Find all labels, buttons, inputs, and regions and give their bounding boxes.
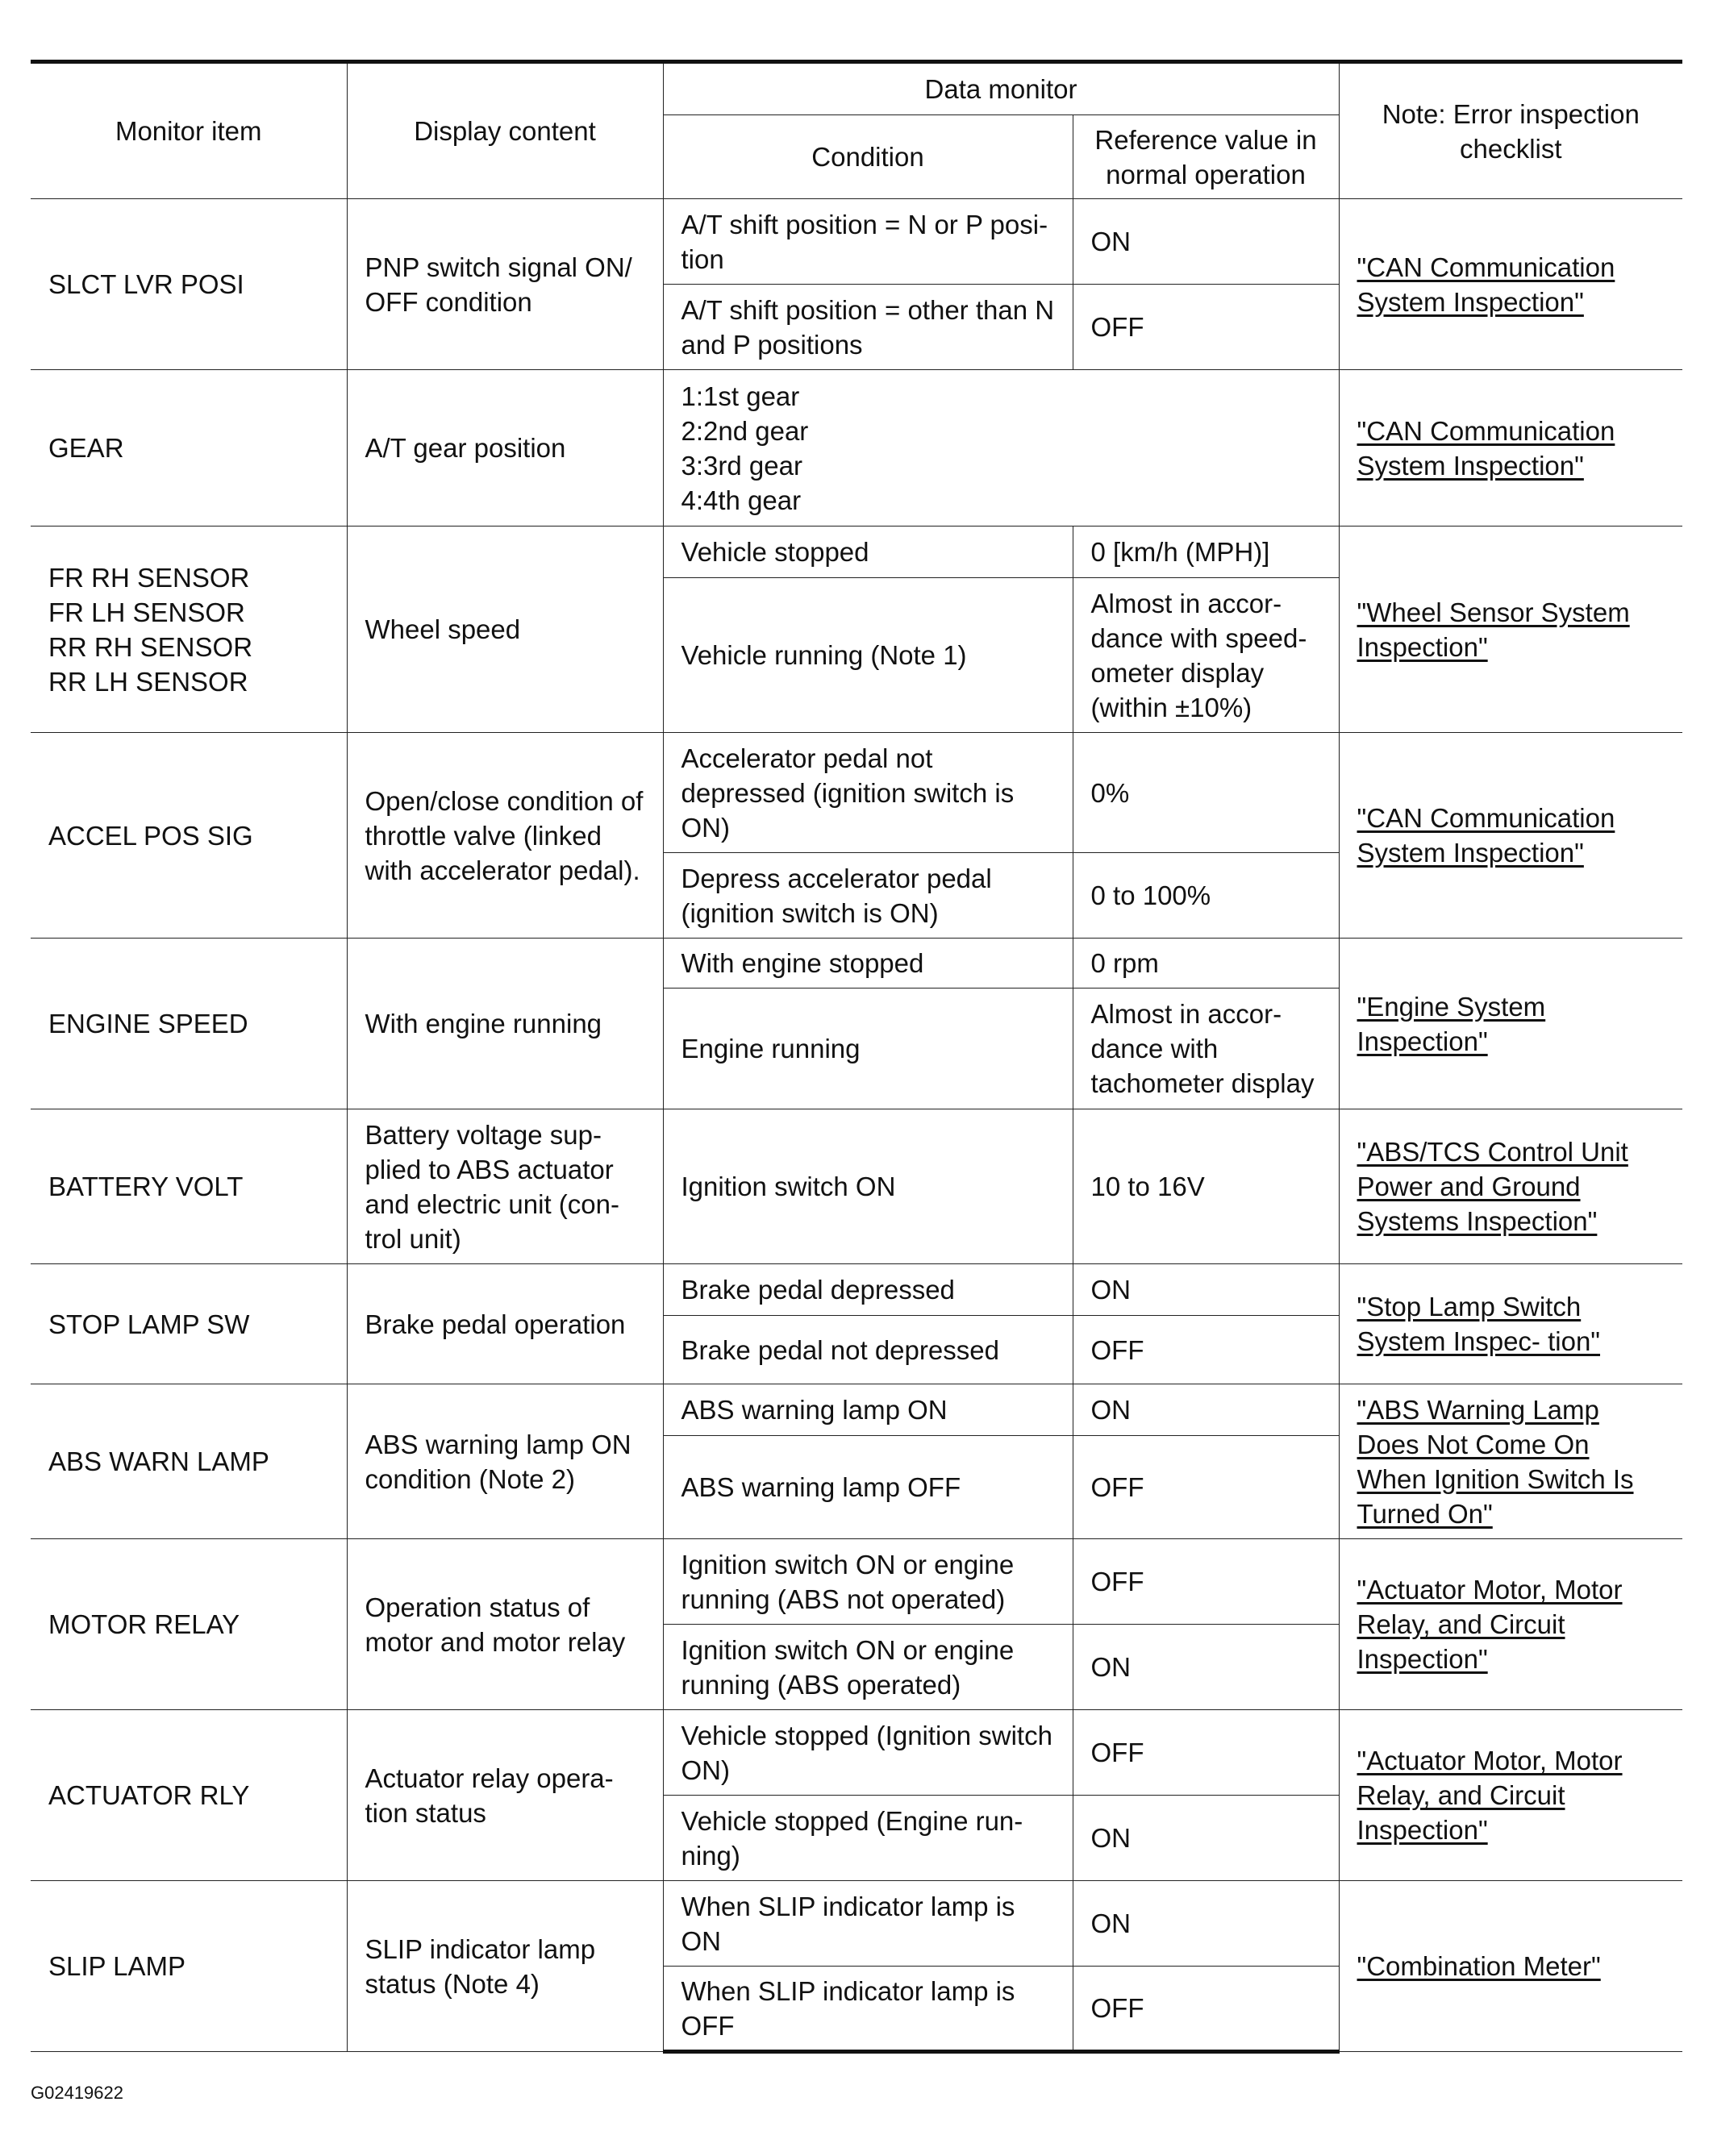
display-content: ABS warning lamp ON condition (Note 2) (347, 1384, 663, 1539)
monitor-item: STOP LAMP SW (31, 1264, 347, 1384)
condition: ABS warning lamp ON (663, 1384, 1073, 1436)
display-content: Brake pedal operation (347, 1264, 663, 1384)
monitor-item (31, 527, 347, 733)
display-content: A/T gear position (347, 370, 663, 527)
inspection-link[interactable]: "ABS/TCS Control Unit Power and Ground Systems Inspection" (1357, 1137, 1628, 1236)
display-content: Actuator relay opera- tion status (347, 1710, 663, 1881)
condition: When SLIP indicator lamp is OFF (663, 1967, 1073, 2052)
inspection-link[interactable]: "Stop Lamp Switch System Inspec- tion" (1357, 1292, 1601, 1356)
display-content: Wheel speed (347, 527, 663, 733)
condition: When SLIP indicator lamp is ON (663, 1881, 1073, 1967)
monitor-item: MOTOR RELAY (31, 1539, 347, 1710)
condition: A/T shift position = N or P posi- tion (663, 199, 1073, 285)
condition: Ignition switch ON (663, 1109, 1073, 1264)
monitor-item: ABS WARN LAMP (31, 1384, 347, 1539)
monitor-item: BATTERY VOLT (31, 1109, 347, 1264)
table-row (31, 1539, 1682, 1625)
display-content: Battery voltage sup- plied to ABS actuator and electric unit (con- trol unit) (347, 1109, 663, 1264)
monitor-item: GEAR (31, 370, 347, 527)
reference-value: OFF (1073, 1710, 1339, 1796)
monitor-item: ACCEL POS SIG (31, 733, 347, 939)
reference-value: ON (1073, 199, 1339, 285)
table-row (31, 1881, 1682, 1967)
display-content: With engine running (347, 939, 663, 1109)
header-monitor-item: Monitor item (31, 62, 347, 199)
condition: Vehicle stopped (Engine run- ning) (663, 1796, 1073, 1881)
note-cell (1339, 1881, 1682, 2052)
condition: Depress accelerator pedal (ignition switch is ON) (663, 853, 1073, 939)
gear-list (663, 370, 1339, 527)
table-row (31, 939, 1682, 989)
condition: With engine stopped (663, 939, 1073, 989)
condition: Accelerator pedal not depressed (ignition switch is ON) (663, 733, 1073, 853)
note-cell (1339, 199, 1682, 370)
reference-value: 10 to 16V (1073, 1109, 1339, 1264)
monitor-item: SLCT LVR POSI (31, 199, 347, 370)
condition: ABS warning lamp OFF (663, 1436, 1073, 1539)
display-content: Open/close condition of throttle valve (linked with accelerator pedal). (347, 733, 663, 939)
reference-value: Almost in accor- dance with tachometer display (1073, 989, 1339, 1109)
data-monitor-table (31, 60, 1682, 2054)
reference-value: 0 rpm (1073, 939, 1339, 989)
reference-value: Almost in accor- dance with speed- ometer display (within ±10%) (1073, 578, 1339, 733)
reference-value: OFF (1073, 1539, 1339, 1625)
display-content: SLIP indicator lamp status (Note 4) (347, 1881, 663, 2052)
sensor-name: FR RH SENSOR (48, 562, 250, 593)
reference-value: OFF (1073, 1316, 1339, 1384)
header-note: Note: Error inspection checklist (1339, 62, 1682, 199)
reference-value: OFF (1073, 285, 1339, 370)
monitor-item: ENGINE SPEED (31, 939, 347, 1109)
condition: A/T shift position = other than N and P positions (663, 285, 1073, 370)
table-row (31, 1264, 1682, 1316)
inspection-link[interactable]: "CAN Communication System Inspection" (1357, 252, 1615, 317)
reference-value: ON (1073, 1264, 1339, 1316)
note-cell (1339, 370, 1682, 527)
monitor-item: SLIP LAMP (31, 1881, 347, 2052)
monitor-item: ACTUATOR RLY (31, 1710, 347, 1881)
note-cell (1339, 1264, 1682, 1384)
note-cell (1339, 733, 1682, 939)
table-row (31, 527, 1682, 578)
note-cell (1339, 1109, 1682, 1264)
header-data-monitor: Data monitor (663, 62, 1339, 115)
condition: Ignition switch ON or engine running (ABS not operated) (663, 1539, 1073, 1625)
header-reference-value: Reference value in normal operation (1073, 115, 1339, 199)
inspection-link[interactable]: "Combination Meter" (1357, 1951, 1601, 1981)
reference-value: 0 to 100% (1073, 853, 1339, 939)
figure-id: G02419622 (31, 2083, 123, 2103)
reference-value: ON (1073, 1625, 1339, 1710)
header-condition: Condition (663, 115, 1073, 199)
sensor-name: RR LH SENSOR (48, 666, 248, 697)
display-content: PNP switch signal ON/ OFF condition (347, 199, 663, 370)
sensor-name: RR RH SENSOR (48, 631, 253, 662)
reference-value: 0% (1073, 733, 1339, 853)
reference-value: OFF (1073, 1967, 1339, 2052)
data-monitor-table-container (31, 60, 1682, 2054)
inspection-link[interactable]: "Actuator Motor, Motor Relay, and Circuit Inspection" (1357, 1746, 1623, 1845)
note-cell (1339, 1710, 1682, 1881)
inspection-link[interactable]: "CAN Communication System Inspection" (1357, 803, 1615, 868)
sensor-name: FR LH SENSOR (48, 597, 245, 627)
gear-line: 1:1st gear (681, 381, 800, 411)
table-row (31, 370, 1682, 527)
note-cell (1339, 527, 1682, 733)
inspection-link[interactable]: "Engine System Inspection" (1357, 991, 1546, 1056)
reference-value: ON (1073, 1881, 1339, 1967)
inspection-link[interactable]: "Actuator Motor, Motor Relay, and Circuit Inspection" (1357, 1575, 1623, 1674)
inspection-link[interactable]: "ABS Warning Lamp Does Not Come On When Ignition Switch Is Turned On" (1357, 1394, 1634, 1529)
gear-line: 3:3rd gear (681, 450, 802, 481)
note-cell (1339, 1539, 1682, 1710)
condition: Vehicle running (Note 1) (663, 578, 1073, 733)
table-row (31, 199, 1682, 285)
table-row (31, 733, 1682, 853)
gear-line: 2:2nd gear (681, 415, 809, 446)
condition: Vehicle stopped (663, 527, 1073, 578)
note-cell (1339, 939, 1682, 1109)
reference-value: ON (1073, 1796, 1339, 1881)
condition: Engine running (663, 989, 1073, 1109)
table-row (31, 1384, 1682, 1436)
condition: Vehicle stopped (Ignition switch ON) (663, 1710, 1073, 1796)
display-content: Operation status of motor and motor relay (347, 1539, 663, 1710)
condition: Brake pedal not depressed (663, 1316, 1073, 1384)
table-row (31, 1710, 1682, 1796)
condition: Ignition switch ON or engine running (ABS operated) (663, 1625, 1073, 1710)
gear-line: 4:4th gear (681, 485, 802, 515)
reference-value: 0 [km/h (MPH)] (1073, 527, 1339, 578)
header-display-content: Display content (347, 62, 663, 199)
inspection-link[interactable]: "CAN Communication System Inspection" (1357, 415, 1615, 481)
reference-value: OFF (1073, 1436, 1339, 1539)
reference-value: ON (1073, 1384, 1339, 1436)
note-cell (1339, 1384, 1682, 1539)
table-row (31, 1109, 1682, 1264)
inspection-link[interactable]: "Wheel Sensor System Inspection" (1357, 597, 1630, 662)
condition: Brake pedal depressed (663, 1264, 1073, 1316)
